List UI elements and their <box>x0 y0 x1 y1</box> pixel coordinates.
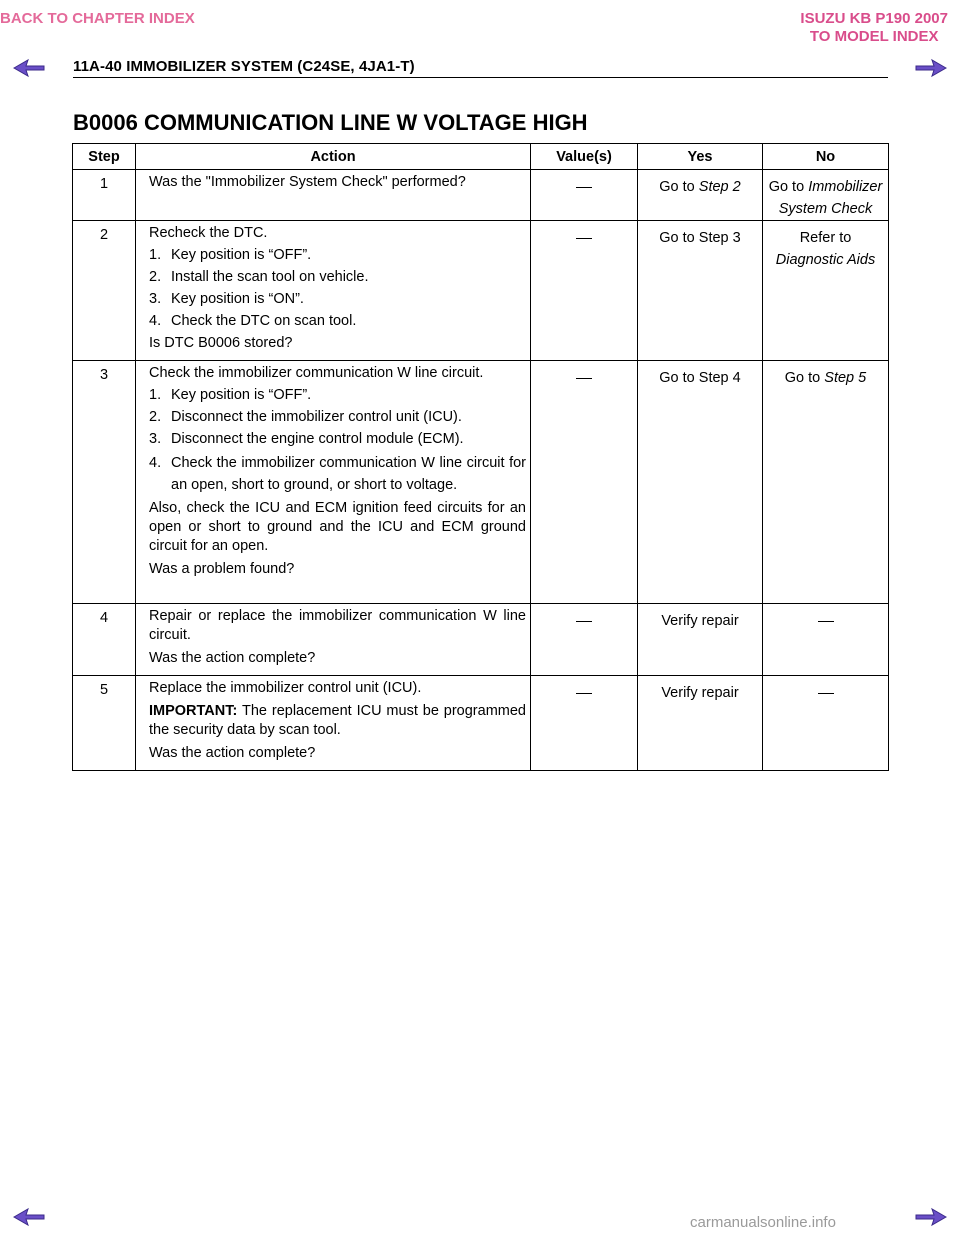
next-page-arrow-icon[interactable] <box>914 58 948 78</box>
list-item: 4. Check the immobilizer communication W line circuit for an open, short to ground, or short to voltage. <box>149 455 526 493</box>
previous-page-arrow-icon[interactable] <box>12 58 46 78</box>
action-cell <box>136 221 531 361</box>
action-text: Replace the immobilizer control unit (ICU). <box>149 680 422 696</box>
action-substeps <box>149 246 526 331</box>
dash-mark <box>576 621 592 622</box>
table-row <box>73 676 889 771</box>
step-number: 5 <box>73 676 136 771</box>
list-item: 3. Disconnect the engine control module (ECM). <box>149 431 464 447</box>
no-text: Refer to <box>799 230 852 246</box>
action-cell <box>136 604 531 676</box>
action-cell <box>136 361 531 604</box>
action-question: Was the action complete? <box>149 745 316 761</box>
step-number: 2 <box>73 221 136 361</box>
dash-mark <box>576 693 592 694</box>
column-header-action: Action <box>136 144 531 170</box>
dash-mark <box>818 621 834 622</box>
dash-mark <box>576 238 592 239</box>
no-reference: Step 5 <box>824 370 867 386</box>
diagnostic-table <box>72 143 889 771</box>
column-header-no: No <box>763 144 889 170</box>
action-text: Recheck the DTC. <box>149 225 268 241</box>
list-item: 3. Key position is “ON”. <box>149 291 304 307</box>
value-cell <box>531 604 638 676</box>
table-row <box>73 221 889 361</box>
dash-mark <box>576 378 592 379</box>
no-cell <box>763 361 889 604</box>
important-text: The replacement ICU must be programmed the security data by scan tool. <box>149 703 526 738</box>
back-to-chapter-index-link[interactable]: BACK TO CHAPTER INDEX <box>0 10 195 27</box>
no-cell <box>763 604 889 676</box>
no-reference: System Check <box>778 201 873 217</box>
step-number: 1 <box>73 170 136 221</box>
yes-text: Go to <box>659 179 699 195</box>
action-text: Also, check the ICU and ECM ignition feed circuits for an open or short to ground and the ICU and ECM ground circuit for an open. <box>149 500 526 554</box>
list-item: 4. Check the DTC on scan tool. <box>149 313 357 329</box>
action-question: Was a problem found? <box>149 561 295 577</box>
value-cell <box>531 361 638 604</box>
model-name-label: ISUZU KB P190 2007 <box>800 10 948 27</box>
to-model-index-label: TO MODEL INDEX <box>809 28 939 45</box>
page-title: B0006 COMMUNICATION LINE W VOLTAGE HIGH <box>73 110 588 135</box>
no-reference: Immobilizer <box>808 179 883 195</box>
no-text: Go to <box>784 370 825 386</box>
yes-cell: Verify repair <box>638 676 763 771</box>
action-question: Was the action complete? <box>149 650 316 666</box>
action-text: Check the immobilizer communication W line circuit. <box>149 365 484 381</box>
next-page-arrow-icon[interactable] <box>914 1207 948 1227</box>
yes-step-reference: Step 2 <box>698 179 741 195</box>
no-reference: Diagnostic Aids <box>775 252 876 268</box>
step-number: 3 <box>73 361 136 604</box>
table-header-row <box>73 144 889 170</box>
list-item: 1. Key position is “OFF”. <box>149 247 312 263</box>
yes-cell: Go to Step 4 <box>638 361 763 604</box>
action-question: Is DTC B0006 stored? <box>149 335 293 351</box>
no-text: Go to <box>768 179 809 195</box>
header-rule <box>73 77 888 78</box>
column-header-yes: Yes <box>638 144 763 170</box>
previous-page-arrow-icon[interactable] <box>12 1207 46 1227</box>
action-text: Was the "Immobilizer System Check" performed? <box>149 174 466 190</box>
action-cell <box>136 170 531 221</box>
yes-cell <box>638 170 763 221</box>
value-cell <box>531 221 638 361</box>
yes-cell: Go to Step 3 <box>638 221 763 361</box>
step-number: 4 <box>73 604 136 676</box>
action-cell <box>136 676 531 771</box>
table-row <box>73 361 889 604</box>
list-item: 2. Disconnect the immobilizer control unit (ICU). <box>149 409 462 425</box>
model-index-link[interactable] <box>800 10 948 46</box>
no-cell <box>763 676 889 771</box>
dash-mark <box>576 187 592 188</box>
column-header-values: Value(s) <box>531 144 638 170</box>
important-note <box>149 702 526 740</box>
column-header-step: Step <box>73 144 136 170</box>
important-label: IMPORTANT: <box>149 703 238 719</box>
running-head: 11A-40 IMMOBILIZER SYSTEM (C24SE, 4JA1-T) <box>73 58 415 75</box>
no-cell <box>763 221 889 361</box>
action-text: Repair or replace the immobilizer communication W line circuit. <box>149 608 526 643</box>
no-cell <box>763 170 889 221</box>
table-row <box>73 604 889 676</box>
table-row <box>73 170 889 221</box>
watermark: carmanualsonline.info <box>690 1214 836 1231</box>
list-item: 2. Install the scan tool on vehicle. <box>149 269 369 285</box>
value-cell <box>531 170 638 221</box>
list-item: 1. Key position is “OFF”. <box>149 387 312 403</box>
yes-cell: Verify repair <box>638 604 763 676</box>
action-substeps <box>149 386 526 496</box>
dash-mark <box>818 693 834 694</box>
value-cell <box>531 676 638 771</box>
